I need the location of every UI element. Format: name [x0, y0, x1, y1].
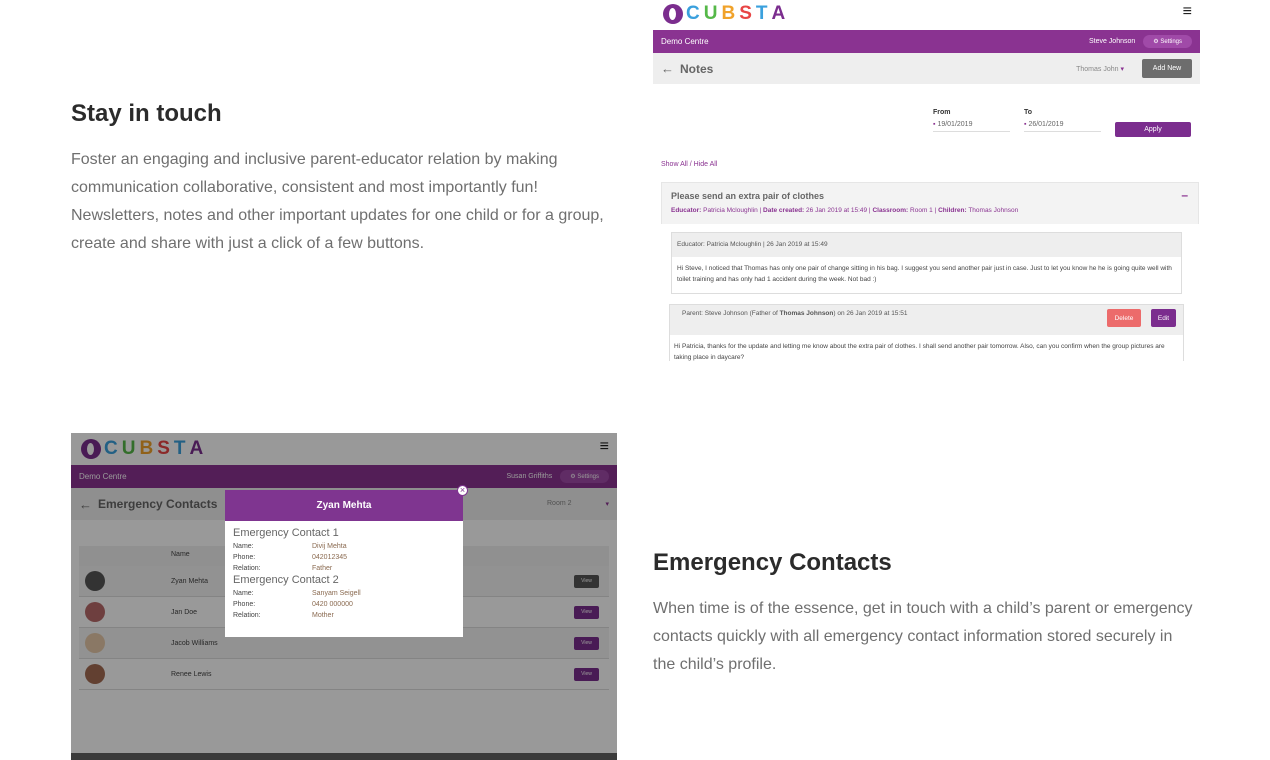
table-row: Jacob Williams View [79, 628, 609, 659]
table-header: Name [79, 546, 609, 566]
close-icon[interactable]: × [457, 485, 468, 496]
view-button[interactable]: View [574, 575, 599, 588]
page-title: Notes [680, 61, 714, 76]
to-label: To [1024, 109, 1033, 116]
section-body-emergency: When time is of the essence, get in touch with a child’s parent or emergency contacts quickly with all emergency contact information stored securely in the child’s profile. [653, 600, 1193, 673]
contact-heading: Emergency Contact 1 [233, 527, 339, 539]
show-hide-all-link[interactable]: Show All / Hide All [661, 161, 718, 168]
table-row: Jan Doe View [79, 597, 609, 628]
edit-button[interactable]: Edit [1151, 309, 1176, 327]
note-card [661, 182, 1199, 361]
note-title: Please send an extra pair of clothes [671, 191, 825, 201]
view-button[interactable]: View [574, 668, 599, 681]
view-button[interactable]: View [574, 606, 599, 619]
cubsta-logo: C U B S T A [81, 438, 204, 460]
section-title-stay-in-touch: Stay in touch [71, 100, 222, 127]
modal-title: Zyan Mehta [225, 490, 463, 521]
table-row: Renee Lewis View [79, 659, 609, 690]
view-button[interactable]: View [574, 637, 599, 650]
section-body-stay-in-touch: Foster an engaging and inclusive parent-educator relation by making communication collaborative, consistent and most importantly fun! Newsletters, notes and other important updates for one child or for a group, create and share with just a click of a few buttons. [71, 151, 604, 252]
delete-button[interactable]: Delete [1107, 309, 1141, 327]
page-title: Emergency Contacts [98, 497, 218, 511]
settings-button[interactable]: ⚙ Settings [560, 470, 609, 483]
centre-name: Demo Centre [79, 472, 127, 481]
menu-icon[interactable]: ≡ [599, 438, 609, 455]
back-arrow-icon[interactable]: ← [661, 61, 674, 76]
from-label: From [933, 109, 951, 116]
to-date-input[interactable]: ▪ 26/01/2019 [1024, 121, 1101, 132]
cubsta-logo: C U B S T A [663, 3, 786, 25]
back-arrow-icon[interactable]: ← [79, 496, 92, 512]
parent-message: Parent: Steve Johnson (Father of Thomas Johnson) on 26 Jan 2019 at 15:51 Delete Edit Hi Patricia, thanks for the update and letting me know about the extra pair of clothes. I shall send another pair tomorrow. Also, can you confirm when the group pictures are taking place in daycare? [669, 304, 1184, 361]
menu-icon[interactable]: ≡ [1182, 3, 1192, 20]
note-meta: Educator: Patricia Mcloughlin | Date created: 26 Jan 2019 at 15:49 | Classroom: Room 1 | Children: Thomas Johnson [671, 207, 1019, 214]
collapse-icon[interactable]: – [1181, 188, 1188, 202]
contact-modal: Zyan Mehta Emergency Contact 1 Name: Divij Mehta Phone: 042012345 Relation: Father Emergency Contact 2 Name: Sanyam Seigell Phone: 0420 000000 Relation: Mother [225, 490, 463, 637]
user-name: Steve Johnson [1088, 38, 1136, 45]
table-row: Zyan Mehta View [79, 566, 609, 597]
emergency-contacts-screenshot [71, 433, 617, 760]
notes-screenshot [653, 0, 1200, 361]
from-date-input[interactable]: ▪ 19/01/2019 [933, 121, 1010, 132]
contact-heading: Emergency Contact 2 [233, 574, 339, 586]
settings-button[interactable]: ⚙ Settings [1143, 35, 1192, 48]
child-select[interactable]: Thomas John ▾ [1076, 65, 1124, 73]
user-name: Susan Griffiths [506, 473, 553, 480]
educator-message: Educator: Patricia Mcloughlin | 26 Jan 2019 at 15:49 Hi Steve, I noticed that Thomas has only one pair of change sitting in his bag. I suggest you send another pair just in case. Just to let you know he he is going quite well with toilet training and has only had 1 accident during the week. Not bad :) [671, 232, 1182, 294]
add-new-button[interactable]: Add New [1142, 59, 1192, 78]
section-title-emergency: Emergency Contacts [653, 549, 892, 576]
room-select[interactable]: Room 2 ▾ [547, 500, 609, 508]
centre-name: Demo Centre [661, 37, 709, 46]
apply-button[interactable]: Apply [1115, 122, 1191, 137]
